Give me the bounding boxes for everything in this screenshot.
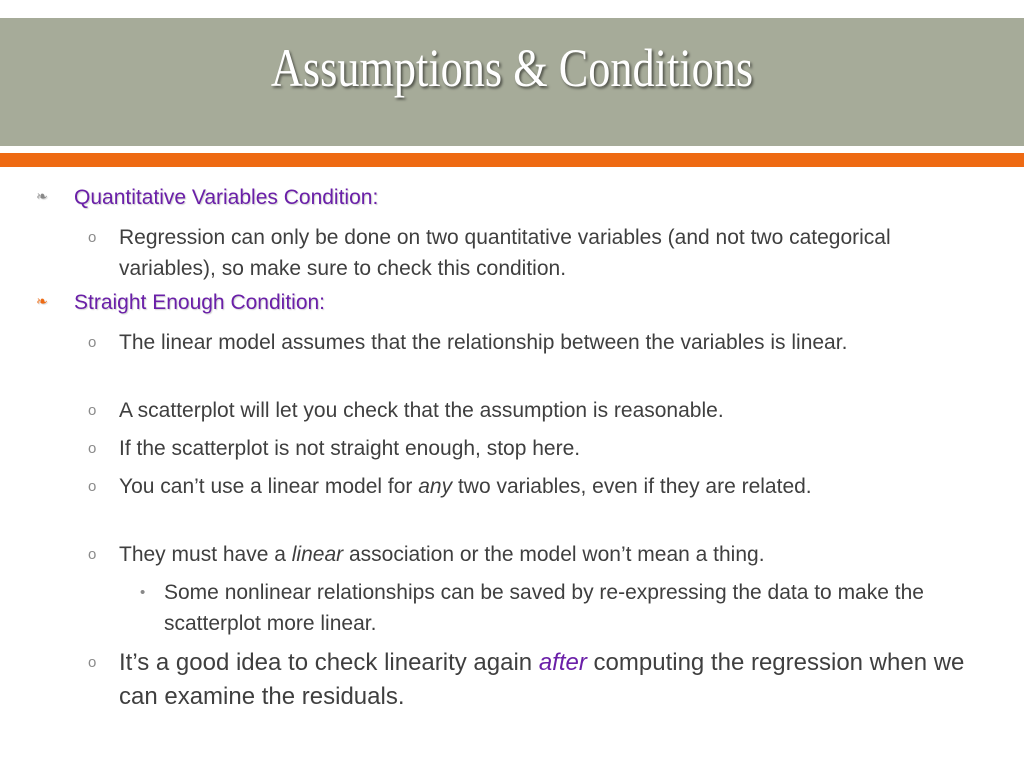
curl-bullet-icon: ❧ [36,188,48,204]
slide-title: Assumptions & Conditions [270,38,754,98]
item-text-before: They must have a [119,543,292,566]
circle-bullet-icon: o [88,440,97,457]
item-text-before: You can’t use a linear model for [119,475,419,498]
dot-bullet-icon: • [140,584,146,601]
item-text: Regression can only be done on two quantitative variables (and not two categorical variables), so make sure to check this condition. [119,226,891,280]
circle-bullet-icon: o [88,654,97,671]
circle-bullet-icon: o [88,334,97,351]
item-text-after: two variables, even if they are related. [452,475,812,498]
curl-bullet-icon: ❧ [36,293,48,309]
item-text [119,539,989,570]
sub-item-text: Some nonlinear relationships can be saved by re-expressing the data to make the scatterplot more linear. [164,581,924,635]
item-text-after: computing the regression when we can examine the residuals. [119,649,965,710]
heading-text: Quantitative Variables Condition: [74,186,379,209]
circle-bullet-icon: o [88,546,97,563]
accent-divider [0,153,1024,167]
circle-bullet-icon: o [88,402,97,419]
item-emphasis: any [418,475,453,498]
circle-bullet-icon: o [88,229,97,246]
item-text-after: association or the model won’t mean a thing. [343,543,765,566]
item-text [119,646,989,714]
item-text: If the scatterplot is not straight enough, stop here. [119,437,581,460]
item-text-before: It’s a good idea to check linearity again [119,649,539,676]
item-text [119,471,989,502]
item-text: The linear model assumes that the relationship between the variables is linear. [119,331,848,354]
circle-bullet-icon: o [88,478,97,495]
item-emphasis: after [538,649,587,676]
item-text: A scatterplot will let you check that the assumption is reasonable. [119,399,724,422]
item-emphasis: linear [291,543,344,566]
heading-text: Straight Enough Condition: [74,291,326,314]
